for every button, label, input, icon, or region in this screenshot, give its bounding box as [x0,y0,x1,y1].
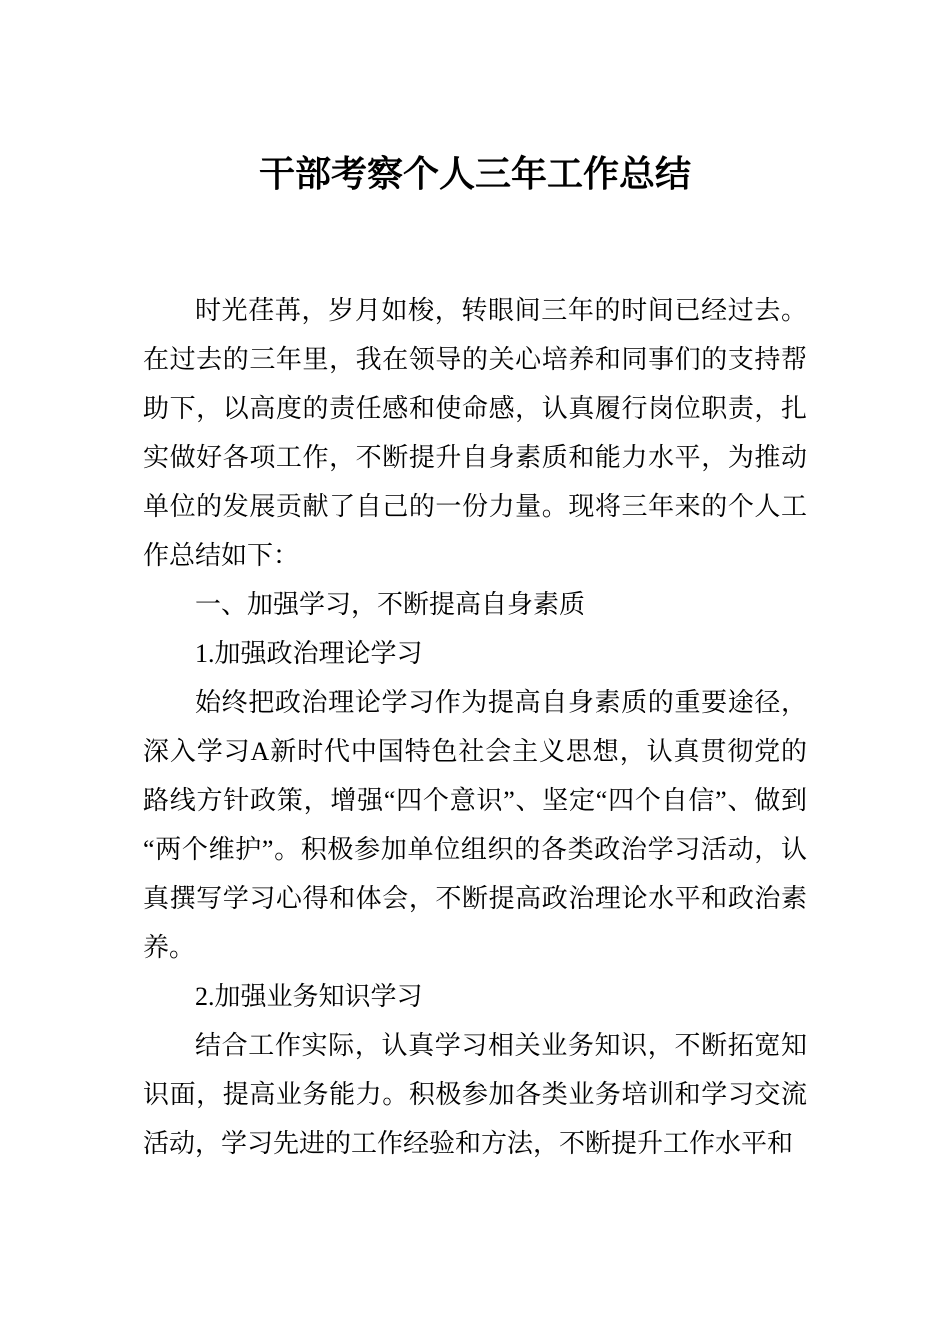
heading-section-one: 一、加强学习，不断提高自身素质 [195,590,586,619]
document-body [143,286,807,1168]
paragraph-intro: 时光荏苒，岁月如梭，转眼间三年的时间已经过去。在过去的三年里，我在领导的关心培养和同事们的支持帮助下，以高度的责任感和使命感，认真履行岗位职责，扎实做好各项工作，不断提升自身素质和能力水平，为推动单位的发展贡献了自己的一份力量。现将三年来的个人工作总结如下： [143,296,807,570]
paragraph-political-study: 始终把政治理论学习作为提高自身素质的重要途径，深入学习A新时代中国特色社会主义思想，认真贯彻党的路线方针政策，增强“四个意识”、坚定“四个自信”、做到“两个维护”。积极参加单位组织的各类政治学习活动，认真撰写学习心得和体会，不断提高政治理论水平和政治素养。 [143,688,807,962]
heading-subsection-1-political-study: 1.加强政治理论学习 [195,639,423,668]
heading-subsection-2-business-study: 2.加强业务知识学习 [195,982,423,1011]
document-title: 干部考察个人三年工作总结 [258,154,691,194]
paragraph-business-study: 结合工作实际，认真学习相关业务知识，不断拓宽知识面，提高业务能力。积极参加各类业务培训和学习交流活动，学习先进的工作经验和方法，不断提升工作水平和 [143,1031,807,1158]
